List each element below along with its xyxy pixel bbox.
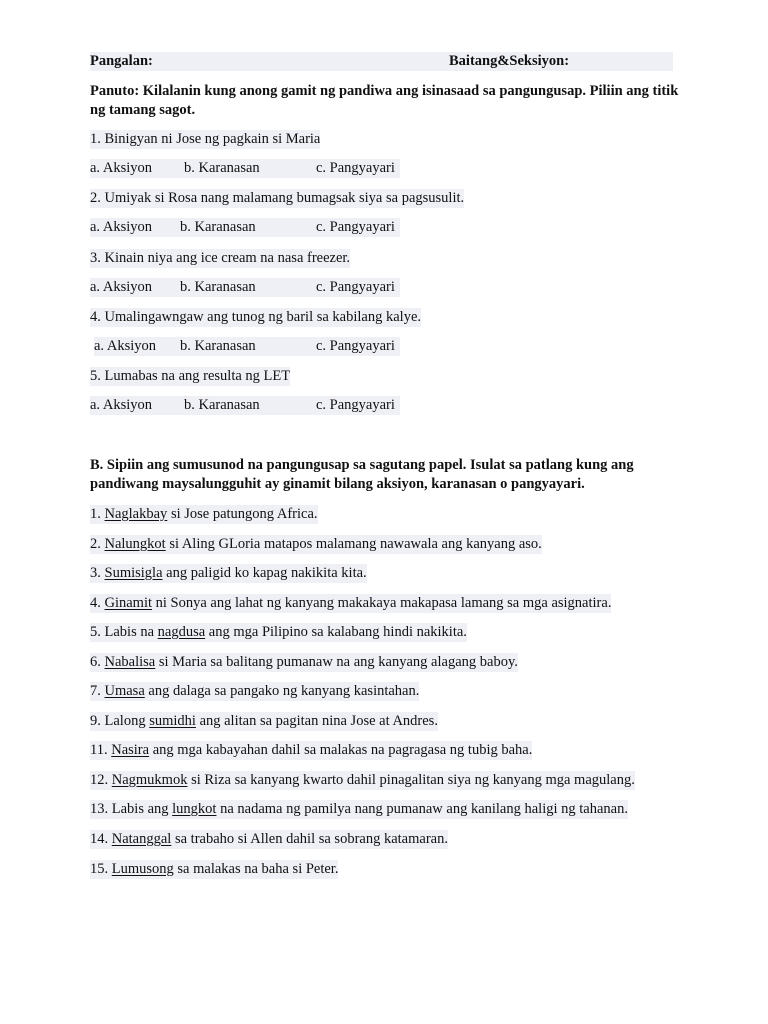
sentence-number: 5. Labis na (90, 624, 155, 640)
choice-b[interactable]: b. Karanasan (180, 279, 256, 295)
sentence-number: 12. (90, 772, 109, 788)
choice-a[interactable]: a. Aksiyon (90, 160, 153, 176)
question-1: 1. Binigyan ni Jose ng pagkain si Maria (90, 131, 321, 147)
header-row (90, 52, 673, 71)
grade-section-label: Baitang&Seksiyon: (449, 53, 570, 69)
choice-c[interactable]: c. Pangyayari (316, 160, 395, 176)
sentence-number: 14. (90, 831, 109, 847)
choice-b[interactable]: b. Karanasan (184, 397, 260, 413)
choice-a[interactable]: a. Aksiyon (90, 397, 153, 413)
sentence-text: ang mga Pilipino sa kalabang hindi nakikita. (208, 624, 467, 640)
underlined-verb: nagdusa (157, 624, 206, 640)
choice-c[interactable]: c. Pangyayari (316, 338, 395, 354)
underlined-verb: Ginamit (104, 595, 153, 611)
sentence-row (90, 741, 532, 760)
choice-b[interactable]: b. Karanasan (180, 219, 256, 235)
sentence-number: 13. Labis ang (90, 801, 169, 817)
underlined-verb: Nagmukmok (111, 772, 188, 788)
sentence-row (90, 800, 628, 819)
sentence-text: ang dalaga sa pangako ng kanyang kasintahan. (148, 683, 420, 699)
sentence-row (90, 860, 338, 879)
underlined-verb: Nalungkot (104, 536, 166, 552)
choice-b[interactable]: b. Karanasan (184, 160, 260, 176)
sentence-number: 9. Lalong (90, 713, 146, 729)
sentence-number: 15. (90, 861, 109, 877)
sentence-row (90, 505, 318, 524)
sentence-text: si Maria sa balitang pumanaw na ang kanyang alagang baboy. (158, 654, 518, 670)
part-a-instruction: Panuto: Kilalanin kung anong gamit ng pandiwa ang isinasaad sa pangungusap. Piliin ang titik ng tamang sagot. (90, 83, 679, 118)
sentence-number: 2. (90, 536, 101, 552)
sentence-number: 3. (90, 565, 101, 581)
sentence-row (90, 712, 438, 731)
underlined-verb: Sumisigla (104, 565, 163, 581)
choice-c[interactable]: c. Pangyayari (316, 397, 395, 413)
underlined-verb: sumidhi (149, 713, 196, 729)
question-3: 3. Kinain niya ang ice cream na nasa freezer. (90, 250, 351, 266)
question-2: 2. Umiyak si Rosa nang malamang bumagsak siya sa pagsusulit. (90, 190, 465, 206)
sentence-number: 4. (90, 595, 101, 611)
sentence-number: 11. (90, 742, 108, 758)
sentence-number: 1. (90, 506, 101, 522)
underlined-verb: Nasira (111, 742, 150, 758)
underlined-verb: Lumusong (111, 861, 174, 877)
underlined-verb: lungkot (172, 801, 217, 817)
choice-a[interactable]: a. Aksiyon (90, 279, 153, 295)
sentence-text: sa trabaho si Allen dahil sa sobrang katamaran. (174, 831, 448, 847)
sentence-row (90, 594, 611, 613)
part-b-instruction: B. Sipiin ang sumusunod na pangungusap sa sagutang papel. Isulat sa patlang kung ang pandiwang maysalungguhit ay ginamit bilang aksiyon, karanasan o pangyayari. (90, 457, 634, 492)
question-5: 5. Lumabas na ang resulta ng LET (90, 368, 291, 384)
sentence-number: 7. (90, 683, 101, 699)
choice-a[interactable]: a. Aksiyon (90, 219, 153, 235)
underlined-verb: Natanggal (111, 831, 172, 847)
sentence-row (90, 771, 635, 790)
underlined-verb: Umasa (104, 683, 145, 699)
sentence-text: si Aling GLoria matapos malamang nawawala ang kanyang aso. (169, 536, 542, 552)
sentence-row (90, 653, 518, 672)
sentence-row (90, 535, 542, 554)
sentence-row (90, 682, 419, 701)
sentence-text: ang alitan sa pagitan nina Jose at Andres. (199, 713, 438, 729)
choice-c[interactable]: c. Pangyayari (316, 219, 395, 235)
sentence-text: ang paligid ko kapag nakikita kita. (166, 565, 367, 581)
name-label: Pangalan: (90, 53, 153, 69)
choice-b[interactable]: b. Karanasan (180, 338, 256, 354)
sentence-text: ni Sonya ang lahat ng kanyang makakaya makapasa lamang sa mga asignatira. (155, 595, 612, 611)
sentence-number: 6. (90, 654, 101, 670)
underlined-verb: Nabalisa (104, 654, 156, 670)
sentence-row (90, 623, 467, 642)
sentence-row (90, 830, 448, 849)
sentence-text: sa malakas na baha si Peter. (177, 861, 339, 877)
underlined-verb: Naglakbay (104, 506, 168, 522)
sentence-text: si Jose patungong Africa. (170, 506, 318, 522)
choice-c[interactable]: c. Pangyayari (316, 279, 395, 295)
sentence-row (90, 564, 367, 583)
choice-a[interactable]: a. Aksiyon (94, 338, 157, 354)
sentence-text: na nadama ng pamilya nang pumanaw ang kanilang haligi ng tahanan. (220, 801, 628, 817)
sentence-text: si Riza sa kanyang kwarto dahil pinagalitan siya ng kanyang mga magulang. (191, 772, 635, 788)
sentence-text: ang mga kabayahan dahil sa malakas na pagragasa ng tubig baha. (152, 742, 533, 758)
question-4: 4. Umalingawngaw ang tunog ng baril sa kabilang kalye. (90, 309, 422, 325)
